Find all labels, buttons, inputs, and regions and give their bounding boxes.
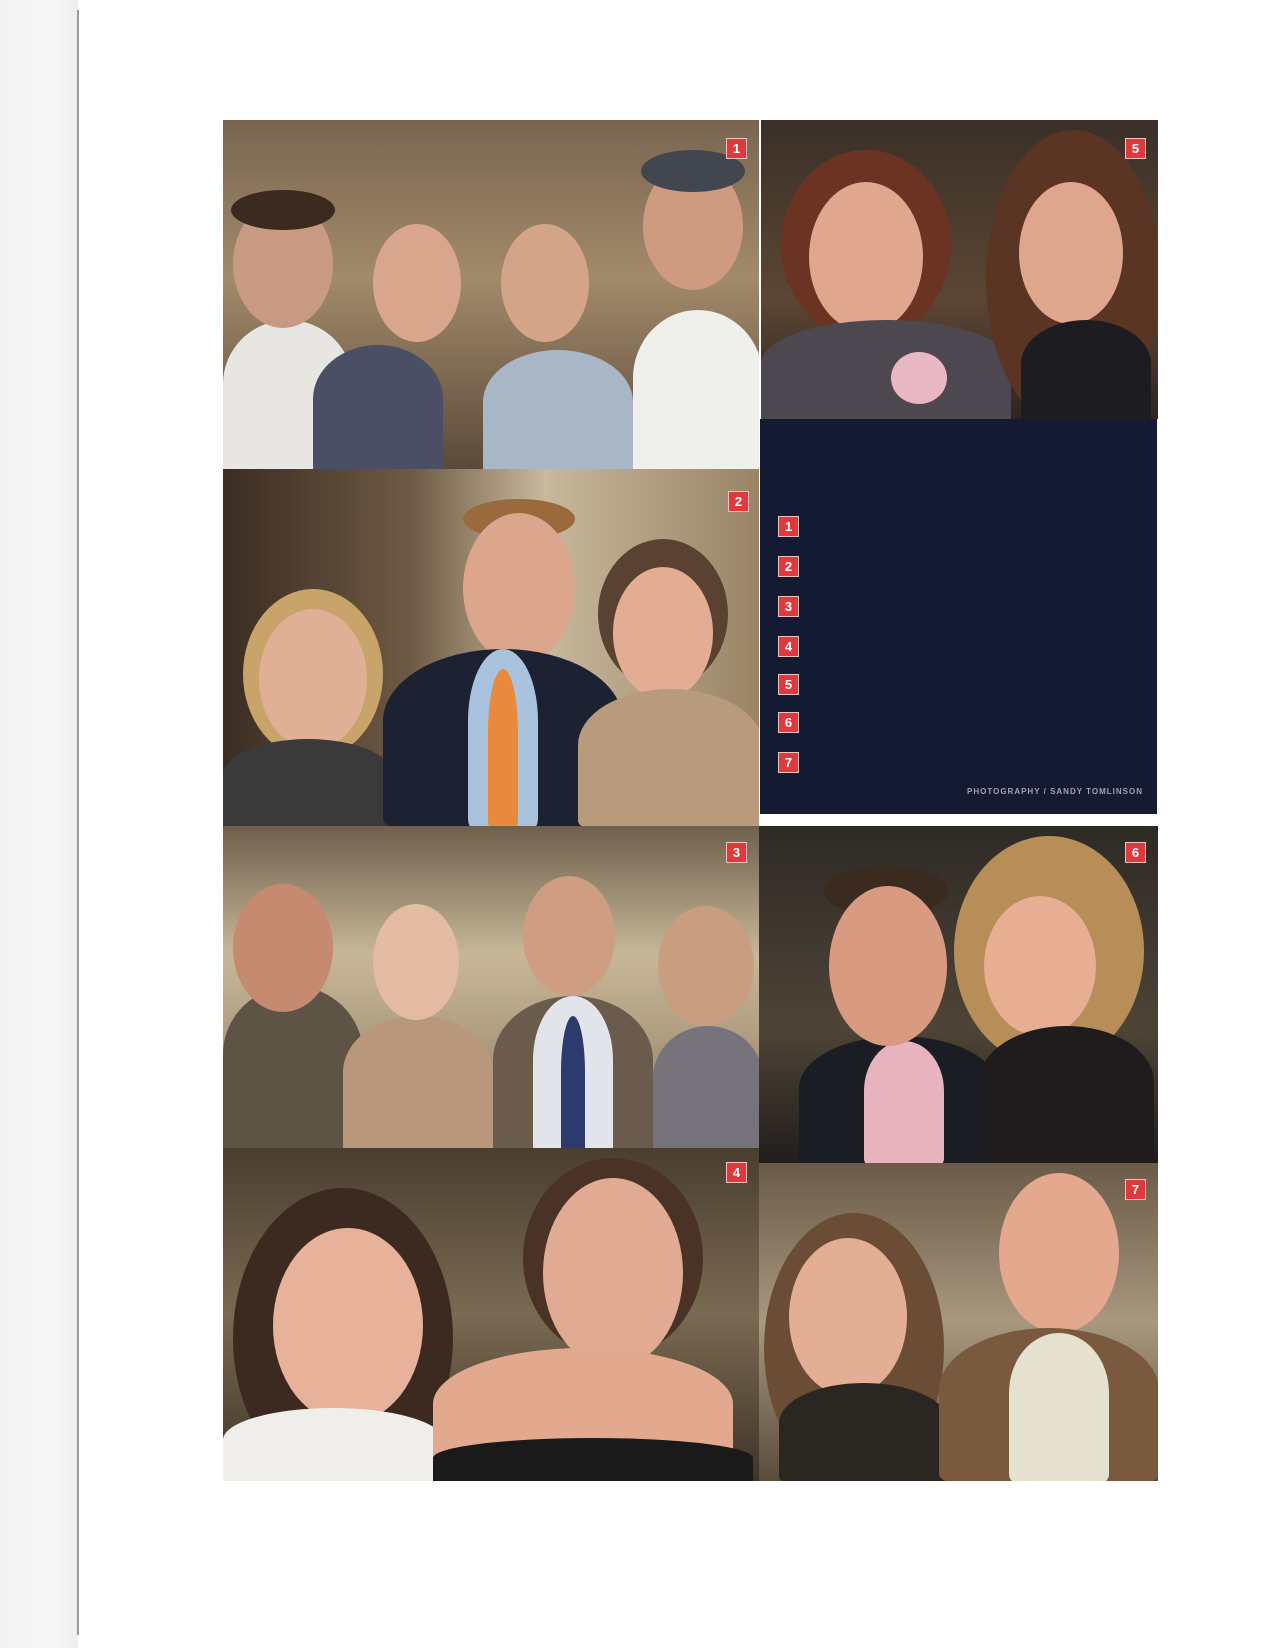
event-photo-6 xyxy=(759,826,1158,1163)
photo-number-badge: 6 xyxy=(1125,842,1146,863)
credit-number-badge: 5 xyxy=(778,674,799,695)
scan-page-edge xyxy=(0,0,78,1648)
event-photo-2 xyxy=(223,469,759,826)
page-fold-line xyxy=(77,10,79,1635)
credit-row xyxy=(778,712,1138,736)
photo-number-badge: 5 xyxy=(1125,138,1146,159)
event-photo-4 xyxy=(223,1148,759,1481)
photo-number-badge: 4 xyxy=(726,1162,747,1183)
photo-number-badge: 7 xyxy=(1125,1179,1146,1200)
credit-number-badge: 3 xyxy=(778,596,799,617)
photo-number-badge: 3 xyxy=(726,842,747,863)
credit-number-badge: 6 xyxy=(778,712,799,733)
credit-row xyxy=(778,674,1138,698)
photographer-credit: PHOTOGRAPHY / SANDY TOMLINSON xyxy=(967,787,1143,796)
credit-number-badge: 4 xyxy=(778,636,799,657)
credit-number-badge: 1 xyxy=(778,516,799,537)
credit-number-badge: 2 xyxy=(778,556,799,577)
photo-number-badge: 1 xyxy=(726,138,747,159)
event-photo-3 xyxy=(223,826,759,1148)
caption-panel xyxy=(760,419,1157,814)
photo-number-badge: 2 xyxy=(728,491,749,512)
credit-row xyxy=(778,516,1138,540)
credit-row xyxy=(778,752,1138,776)
credit-row xyxy=(778,556,1138,580)
event-photo-5 xyxy=(761,120,1158,419)
credit-row xyxy=(778,636,1138,660)
credit-row xyxy=(778,596,1138,620)
credit-number-badge: 7 xyxy=(778,752,799,773)
event-photo-1 xyxy=(223,120,759,469)
event-photo-7 xyxy=(759,1163,1158,1481)
